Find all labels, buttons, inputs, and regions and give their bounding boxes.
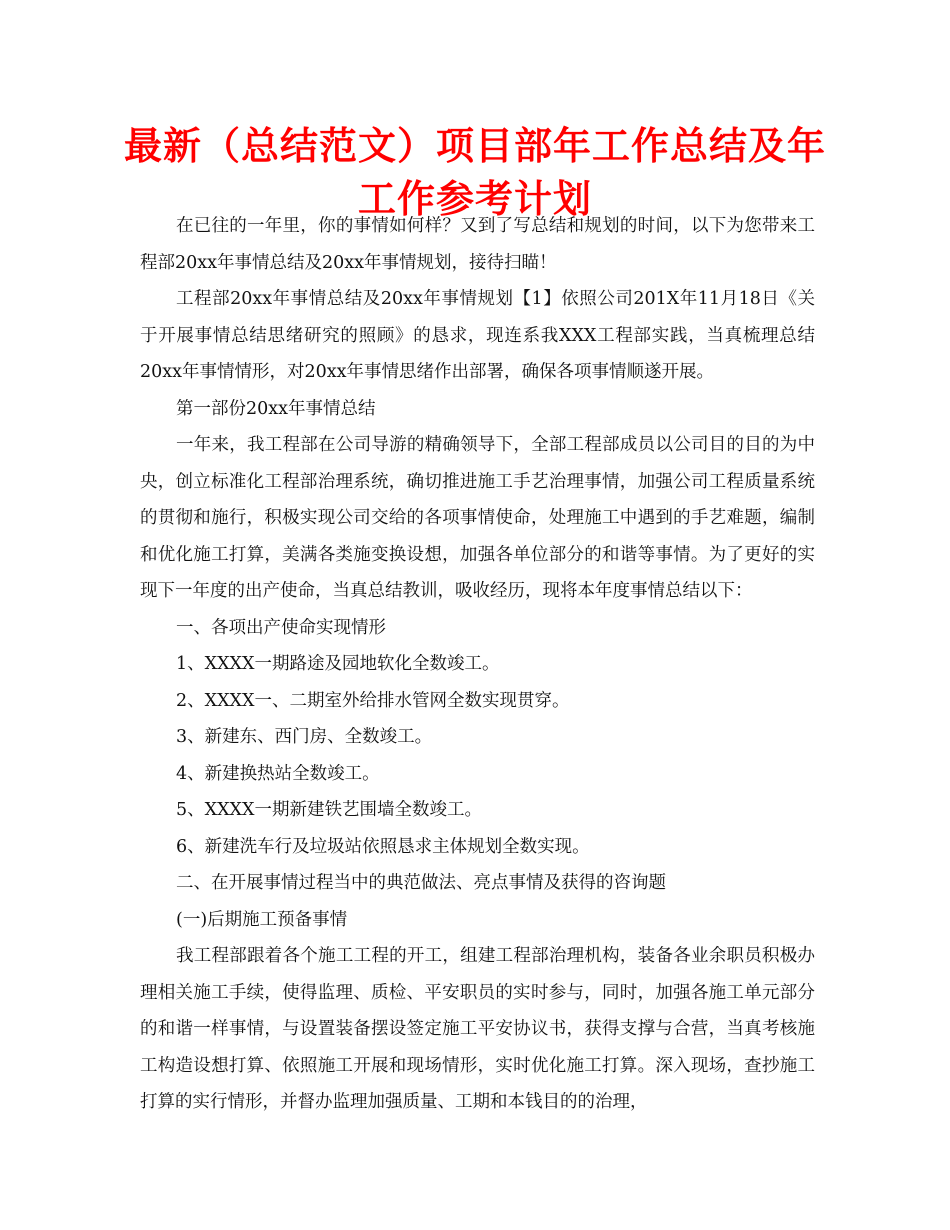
paragraph-preparation: 我工程部跟着各个施工工程的开工，组建工程部治理机构，装备各业余职员积极办理相关施工手续，使得监理、质检、平安职员的实时参与，同时，加强各施工单元部分的和谐一样事情，与设置装备摆设签定施工平安协议书，获得支撑与合营，当真考核施工构造设想打算、依照施工开展和现场情形，实时优化施工打算。深入现场，查抄施工打算的实行情形，并督办监理加强质量、工期和本钱目的的治理， — [140, 946, 815, 1112]
list-item: 6、新建洗车行及垃圾站依照恳求主体规划全数实现。 — [176, 836, 590, 857]
list-item: 1、XXXX一期路途及园地软化全数竣工。 — [176, 654, 500, 674]
paragraph-background: 工程部20xx年事情总结及20xx年事情规划【1】依照公司201X年11月18日《关于开展事情总结思绪研究的照顾》的恳求，现连系我XXX工程部实践，当真梳理总结20xx年事情情形，对20xx年事情思绪作出部署，确保各项事情顺遂开展。 — [140, 289, 815, 382]
section-heading-tasks: 一、各项出产使命实现情形 — [176, 617, 386, 638]
section-heading-practices: 二、在开展事情过程当中的典范做法、亮点事情及获得的咨询题 — [176, 873, 666, 893]
document-body — [140, 208, 815, 1121]
list-item: 2、XXXX一、二期室外给排水管网全数实现贯穿。 — [176, 690, 570, 711]
paragraph-overview: 一年来，我工程部在公司导游的精确领导下，全部工程部成员以公司目的目的为中央，创立标准化工程部治理系统，确切推进施工手艺治理事情，加强公司工程质量系统的贯彻和施行，积极实现公司交给的各项事情使命，处理施工中遇到的手艺难题，编制和优化施工打算，美满各类施变换设想，加强各单位部分的和谐等事情。为了更好的实现下一年度的出产使命，当真总结教训，吸收经历，现将本年度事情总结以下： — [140, 435, 815, 601]
list-item: 3、新建东、西门房、全数竣工。 — [176, 727, 433, 747]
list-item: 4、新建换热站全数竣工。 — [176, 763, 380, 784]
subsection-heading-preparation: (一)后期施工预备事情 — [176, 909, 348, 930]
list-item: 5、XXXX一期新建铁艺围墙全数竣工。 — [176, 800, 482, 820]
section-heading-part-one: 第一部份20xx年事情总结 — [176, 398, 376, 419]
paragraph-intro: 在已往的一年里，你的事情如何样？又到了写总结和规划的时间，以下为您带来工程部20xx年事情总结及20xx年事情规划，接待扫瞄！ — [140, 216, 815, 273]
document-title: 最新（总结范文）项目部年工作总结及年工作参考计划 — [123, 124, 826, 221]
